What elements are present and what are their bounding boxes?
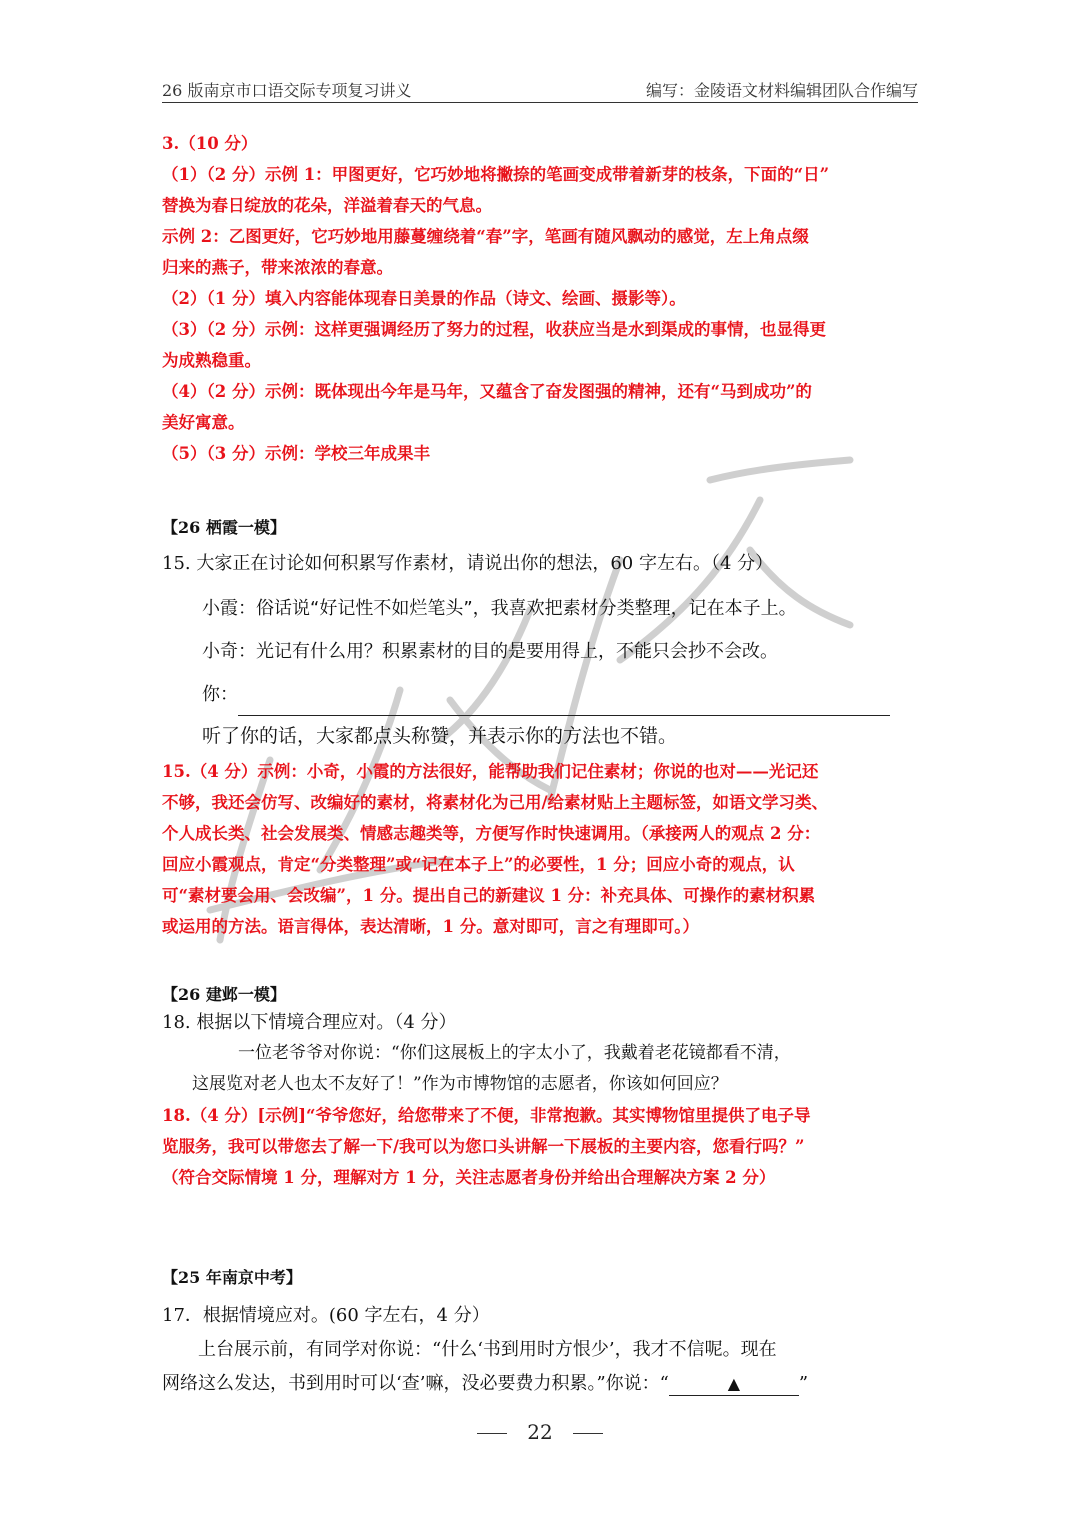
answer-line: （1）（2 分）示例 1：甲图更好，它巧妙地将撇捺的笔画变成带着新芽的枝条，下面的“日”	[162, 165, 830, 184]
answer-line: （5）（3 分）示例：学校三年成果丰	[162, 444, 430, 463]
answer-blank[interactable]	[238, 693, 890, 716]
answer-line: 个人成长类、社会发展类、情感志趣类等，方便写作时快速调用。（承接两人的观点 2 分：	[162, 824, 821, 843]
answer-line: 为成熟稳重。	[162, 351, 261, 370]
answer-line: 替换为春日绽放的花朵，洋溢着春天的气息。	[162, 196, 492, 215]
scene-text: 这展览对老人也太不友好了！”作为市博物馆的志愿者，你该如何回应？	[192, 1074, 728, 1094]
scene-text: 上台展示前，有同学对你说：“什么‘书到用时方恨少’，我才不信呢。现在	[198, 1339, 777, 1360]
answer-line: （2）（1 分）填入内容能体现春日美景的作品（诗文、绘画、摄影等）。	[162, 289, 686, 308]
answer-line: 18.（4 分）[示例]“爷爷您好，给您带来了不便，非常抱歉。其实博物馆里提供了电子导	[162, 1106, 811, 1125]
footer-dash	[573, 1433, 603, 1434]
answer-line: 示例 2：乙图更好，它巧妙地用藤蔓缠绕着“春”字，笔画有随风飘动的感觉，左上角点缀	[162, 227, 809, 246]
answer-line: 15.（4 分）示例：小奇，小霞的方法很好，能帮助我们记住素材；你说的也对——光记还	[162, 762, 819, 781]
footer-dash	[477, 1433, 507, 1434]
source-tag: 【26 建邺一模】	[162, 985, 286, 1004]
question-18: 18. 根据以下情境合理应对。（4 分）	[162, 1012, 457, 1033]
page-content	[162, 128, 918, 1401]
answer-section-18	[162, 1100, 918, 1193]
dialog-you	[162, 673, 918, 716]
dialog-xiaoqi: 小奇：光记有什么用？积累素材的目的是要用得上，不能只会抄不会改。	[202, 641, 778, 662]
answer-section-3	[162, 128, 918, 469]
header-title: 26 版南京市口语交际专项复习讲义	[162, 81, 412, 100]
scene-text: 一位老爷爷对你说：“你们这展板上的字太小了，我戴着老花镜都看不清，	[238, 1043, 791, 1063]
answer-line: 美好寓意。	[162, 413, 245, 432]
answer-line: 回应小霞观点，肯定“分类整理”或“记在本子上”的必要性，1 分；回应小奇的观点，认	[162, 855, 795, 874]
answer-line: （3）（2 分）示例：这样更强调经历了努力的过程，收获应当是水到渠成的事情，也显得更	[162, 320, 826, 339]
source-tag: 【25 年南京中考】	[162, 1268, 302, 1287]
answer-line: 或运用的方法。语言得体，表达清晰，1 分。意对即可，言之有理即可。）	[162, 917, 699, 936]
answer-line: 可“素材要会用、会改编”，1 分。提出自己的新建议 1 分：补充具体、可操作的素材积累	[162, 886, 816, 905]
answer-line: 归来的燕子，带来浓浓的春意。	[162, 258, 393, 277]
answer-line: 不够，我还会仿写、改编好的素材，将素材化为己用/给素材贴上主题标签，如语文学习类、	[162, 793, 829, 812]
answer-line: 览服务，我可以带您去了解一下/我可以为您口头讲解一下展板的主要内容，您看行吗？”	[162, 1137, 805, 1156]
dialog-xiaoxia: 小霞：俗话说“好记性不如烂笔头”，我喜欢把素材分类整理，记在本子上。	[202, 598, 797, 619]
scene-text-prefix: 网络这么发达，书到用时可以‘查’嘛，没必要费力积累。”你说：“	[162, 1373, 669, 1394]
answer-blank[interactable]	[669, 1373, 799, 1396]
answer-line: （符合交际情境 1 分，理解对方 1 分，关注志愿者身份并给出合理解决方案 2 分）	[162, 1168, 776, 1187]
page-number: 22	[527, 1420, 553, 1444]
page-header	[162, 76, 918, 103]
question-17: 17．根据情境应对。(60 字左右，4 分）	[162, 1305, 490, 1326]
question-15: 15. 大家正在讨论如何积累写作素材，请说出你的想法，60 字左右。（4 分）	[162, 553, 774, 574]
answer-line: （4）（2 分）示例：既体现出今年是马年，又蕴含了奋发图强的精神，还有“马到成功”的	[162, 382, 812, 401]
header-author: 编写：金陵语文材料编辑团队合作编写	[645, 81, 918, 100]
page-footer	[0, 1420, 1080, 1444]
scene-text-suffix: ”	[798, 1373, 809, 1394]
section-title: 3.（10 分）	[162, 134, 258, 153]
dialog-conclusion: 听了你的话，大家都点头称赞，并表示你的方法也不错。	[202, 725, 678, 747]
scene-text	[162, 1367, 918, 1401]
source-tag: 【26 栖霞一模】	[162, 518, 286, 537]
triangle-icon: ▲	[727, 1374, 741, 1393]
answer-section-15	[162, 756, 918, 942]
you-label: 你：	[202, 684, 238, 705]
